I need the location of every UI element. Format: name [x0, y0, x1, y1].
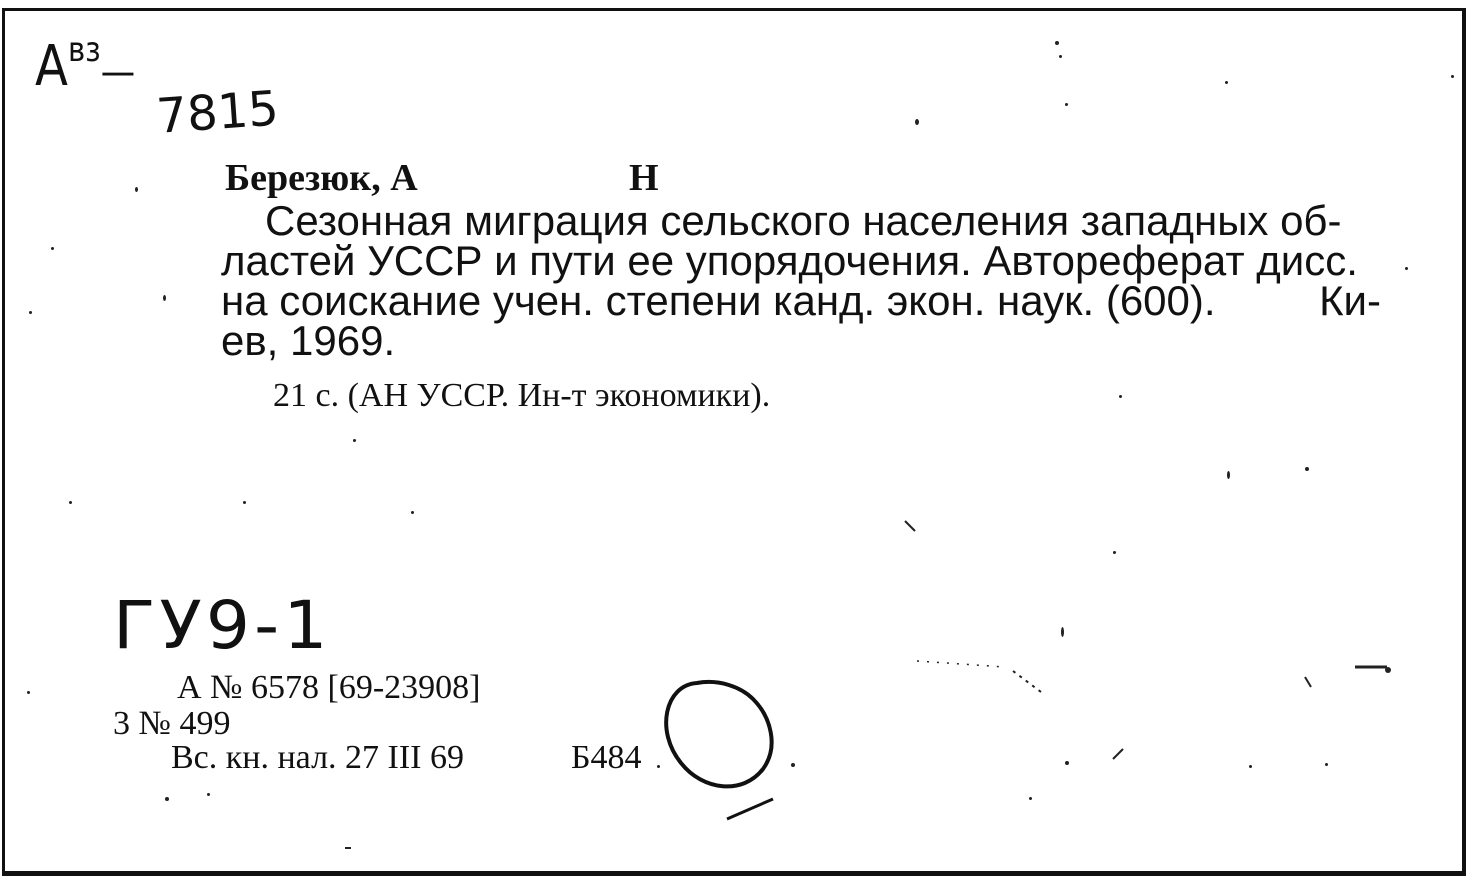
scan-strokes	[5, 11, 1465, 873]
handwritten-shelfmark: ГУ9-1	[113, 587, 332, 664]
order-line: 3 № 499	[113, 705, 231, 742]
registration-line: Вс. кн. нал. 27 III 69	[171, 739, 465, 776]
title-line-hyphen-end: Ки-	[1319, 277, 1381, 324]
accession-line: А № 6578 [69-23908]	[177, 669, 481, 706]
author-initial: Н	[629, 157, 659, 199]
handwritten-code-dash: —	[100, 49, 136, 95]
catalog-card	[2, 8, 1466, 876]
handwritten-code-letter: А	[35, 34, 68, 99]
author-name: Березюк, А	[225, 157, 418, 199]
title-line-text: на соискание учен. степени канд. экон. наук. (600).	[221, 277, 1216, 324]
handwritten-number: 7815	[154, 80, 281, 145]
title-line-text: Сезонная миграция сельского населения западных об-	[265, 197, 1342, 244]
title-line-text: ев, 1969.	[221, 317, 396, 364]
title-line-text: ластей УССР и пути ее упорядочения. Автореферат дисс.	[221, 237, 1358, 284]
card-code: Б484	[571, 739, 642, 776]
handwritten-code-sup: вз	[67, 30, 101, 70]
collation-line: 21 с. (АН УССР. Ин-т экономики).	[273, 377, 771, 414]
